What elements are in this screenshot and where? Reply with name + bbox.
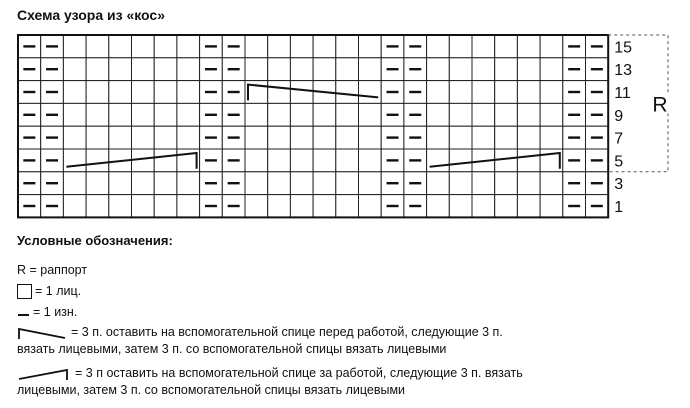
chart-cell bbox=[472, 195, 495, 218]
chart-cell bbox=[472, 172, 495, 195]
legend-cable-front-line2: вязать лицевыми, затем 3 п. со вспомогательной спицы вязать лицевыми bbox=[17, 342, 447, 356]
chart-cell bbox=[109, 126, 132, 149]
chart-cell bbox=[427, 126, 450, 149]
chart-cell bbox=[540, 126, 563, 149]
chart-cell bbox=[109, 172, 132, 195]
chart-cell bbox=[517, 81, 540, 104]
chart-cell bbox=[154, 81, 177, 104]
chart-cell bbox=[540, 81, 563, 104]
chart-cell bbox=[268, 126, 291, 149]
knit-stitch-icon bbox=[17, 284, 32, 299]
chart-cell bbox=[517, 58, 540, 81]
legend-purl-text: = 1 изн. bbox=[33, 305, 78, 319]
chart-cell bbox=[245, 195, 268, 218]
chart-cell bbox=[63, 58, 86, 81]
chart-cell bbox=[63, 81, 86, 104]
row-label: 5 bbox=[614, 153, 624, 171]
row-label: 11 bbox=[614, 85, 631, 102]
chart-cell bbox=[427, 58, 450, 81]
chart-cell bbox=[359, 149, 382, 172]
chart-cell bbox=[427, 172, 450, 195]
row-label: 3 bbox=[614, 176, 624, 194]
chart-cell bbox=[427, 103, 450, 126]
chart-cell bbox=[268, 172, 291, 195]
chart-cell bbox=[313, 126, 336, 149]
chart-cell bbox=[154, 195, 177, 218]
chart-cell bbox=[540, 35, 563, 58]
chart-cell bbox=[86, 103, 109, 126]
legend-cable-back bbox=[17, 365, 523, 399]
chart-cell bbox=[86, 149, 109, 172]
chart-cell bbox=[245, 126, 268, 149]
chart-cell bbox=[495, 126, 518, 149]
chart-cell bbox=[245, 58, 268, 81]
row-label: 15 bbox=[614, 39, 632, 57]
chart-cell bbox=[495, 195, 518, 218]
chart-cell bbox=[313, 172, 336, 195]
cable-left-cross-icon bbox=[17, 326, 69, 340]
chart-cell bbox=[449, 35, 472, 58]
chart-cell bbox=[449, 195, 472, 218]
chart-cell bbox=[132, 195, 155, 218]
chart-cell bbox=[86, 58, 109, 81]
chart-cell bbox=[177, 195, 200, 218]
chart-cell bbox=[313, 195, 336, 218]
diagram-title: Схема узора из «кос» bbox=[17, 7, 165, 23]
chart-cell bbox=[517, 103, 540, 126]
chart-cell bbox=[132, 81, 155, 104]
chart-cell bbox=[290, 58, 313, 81]
chart-cell bbox=[132, 58, 155, 81]
legend-knit-text: = 1 лиц. bbox=[35, 284, 82, 298]
chart-cell bbox=[245, 103, 268, 126]
chart-cell bbox=[449, 81, 472, 104]
chart-cell bbox=[472, 58, 495, 81]
chart-cell bbox=[86, 195, 109, 218]
chart-cell bbox=[132, 172, 155, 195]
row-label: 9 bbox=[614, 107, 624, 125]
chart-cell bbox=[359, 172, 382, 195]
legend-cable-front bbox=[17, 324, 503, 358]
chart-cell bbox=[472, 126, 495, 149]
chart-cell bbox=[336, 195, 359, 218]
chart-cell bbox=[63, 103, 86, 126]
chart-cell bbox=[290, 81, 313, 104]
chart-cell bbox=[154, 172, 177, 195]
chart-cell bbox=[109, 58, 132, 81]
chart-cell bbox=[109, 195, 132, 218]
chart-cell bbox=[359, 81, 382, 104]
chart-cell bbox=[540, 172, 563, 195]
chart-cell bbox=[449, 126, 472, 149]
chart-cell bbox=[336, 126, 359, 149]
chart-cell bbox=[359, 58, 382, 81]
row-label: 1 bbox=[614, 199, 624, 216]
chart-cell bbox=[290, 126, 313, 149]
legend-title: Условные обозначения: bbox=[17, 233, 173, 248]
chart-cell bbox=[177, 172, 200, 195]
chart-cell bbox=[495, 58, 518, 81]
chart-cell bbox=[177, 58, 200, 81]
chart-cell bbox=[427, 195, 450, 218]
legend-purl bbox=[17, 304, 77, 321]
chart-cell bbox=[540, 103, 563, 126]
chart-cell bbox=[540, 58, 563, 81]
chart-cell bbox=[313, 103, 336, 126]
chart-cell bbox=[449, 172, 472, 195]
chart-cell bbox=[154, 35, 177, 58]
chart-cell bbox=[63, 126, 86, 149]
chart-cell bbox=[154, 103, 177, 126]
chart-cell bbox=[517, 35, 540, 58]
cable-right-cross-icon bbox=[17, 367, 73, 381]
chart-cell bbox=[86, 172, 109, 195]
chart-cell bbox=[517, 195, 540, 218]
chart-cell bbox=[268, 103, 291, 126]
chart-cell bbox=[268, 35, 291, 58]
chart-cell bbox=[268, 81, 291, 104]
chart-cell bbox=[290, 149, 313, 172]
chart-cell bbox=[109, 35, 132, 58]
chart-cell bbox=[540, 195, 563, 218]
chart-cell bbox=[132, 103, 155, 126]
chart-cell bbox=[472, 103, 495, 126]
chart-cell bbox=[472, 81, 495, 104]
chart-cell bbox=[132, 35, 155, 58]
chart-cell bbox=[427, 149, 450, 172]
chart-cell bbox=[245, 172, 268, 195]
chart-cell bbox=[359, 126, 382, 149]
chart-cell bbox=[313, 149, 336, 172]
chart-cell bbox=[109, 81, 132, 104]
chart-cell bbox=[109, 103, 132, 126]
chart-grid bbox=[18, 35, 608, 217]
chart-cell bbox=[268, 149, 291, 172]
legend-cable-back-line2: лицевыми, затем 3 п. со вспомогательной спицы вязать лицевыми bbox=[17, 383, 406, 397]
chart-cell bbox=[154, 149, 177, 172]
row-label: 7 bbox=[614, 130, 624, 148]
chart-cell bbox=[336, 103, 359, 126]
legend-repeat: R = раппорт bbox=[17, 263, 88, 277]
chart-cell bbox=[336, 58, 359, 81]
legend-cable-back-line1: = 3 п оставить на вспомогательной спице за работой, следующие 3 п. вязать bbox=[75, 366, 523, 380]
chart-cell bbox=[517, 149, 540, 172]
chart-cell bbox=[449, 149, 472, 172]
chart-cell bbox=[268, 195, 291, 218]
row-labels bbox=[614, 39, 632, 216]
chart-cell bbox=[495, 81, 518, 104]
chart-cell bbox=[472, 35, 495, 58]
chart-cell bbox=[495, 35, 518, 58]
chart-cell bbox=[359, 35, 382, 58]
chart-cell bbox=[336, 81, 359, 104]
chart-cell bbox=[359, 195, 382, 218]
chart-cell bbox=[86, 81, 109, 104]
chart-cell bbox=[449, 58, 472, 81]
chart-cell bbox=[245, 149, 268, 172]
chart-cell bbox=[177, 81, 200, 104]
chart-cell bbox=[336, 149, 359, 172]
chart-cell bbox=[290, 35, 313, 58]
chart-cell bbox=[63, 149, 86, 172]
chart-cell bbox=[132, 126, 155, 149]
chart-cell bbox=[177, 126, 200, 149]
chart-cell bbox=[177, 103, 200, 126]
chart-cell bbox=[427, 81, 450, 104]
chart-cell bbox=[63, 172, 86, 195]
chart-cell bbox=[495, 172, 518, 195]
chart-cell bbox=[290, 103, 313, 126]
chart-cell bbox=[495, 103, 518, 126]
chart-cell bbox=[86, 35, 109, 58]
repeat-label: R bbox=[652, 93, 668, 117]
chart-cell bbox=[427, 35, 450, 58]
chart-cell bbox=[336, 172, 359, 195]
chart-cell bbox=[517, 172, 540, 195]
chart-cell bbox=[268, 58, 291, 81]
chart-cell bbox=[63, 35, 86, 58]
chart-cell bbox=[359, 103, 382, 126]
chart-cell bbox=[154, 58, 177, 81]
legend-knit bbox=[17, 283, 81, 300]
chart-cell bbox=[449, 103, 472, 126]
chart-cell bbox=[86, 126, 109, 149]
chart-cell bbox=[63, 195, 86, 218]
chart-cell bbox=[517, 126, 540, 149]
chart-cell bbox=[336, 35, 359, 58]
chart-cell bbox=[177, 35, 200, 58]
chart-cell bbox=[154, 126, 177, 149]
chart-cell bbox=[290, 195, 313, 218]
chart-cell bbox=[313, 58, 336, 81]
chart-cell bbox=[313, 35, 336, 58]
chart-cell bbox=[245, 35, 268, 58]
chart-cell bbox=[290, 172, 313, 195]
purl-stitch-icon bbox=[17, 306, 31, 320]
legend-cable-front-line1: = 3 п. оставить на вспомогательной спице перед работой, следующие 3 п. bbox=[71, 325, 503, 339]
row-label: 13 bbox=[614, 62, 632, 80]
